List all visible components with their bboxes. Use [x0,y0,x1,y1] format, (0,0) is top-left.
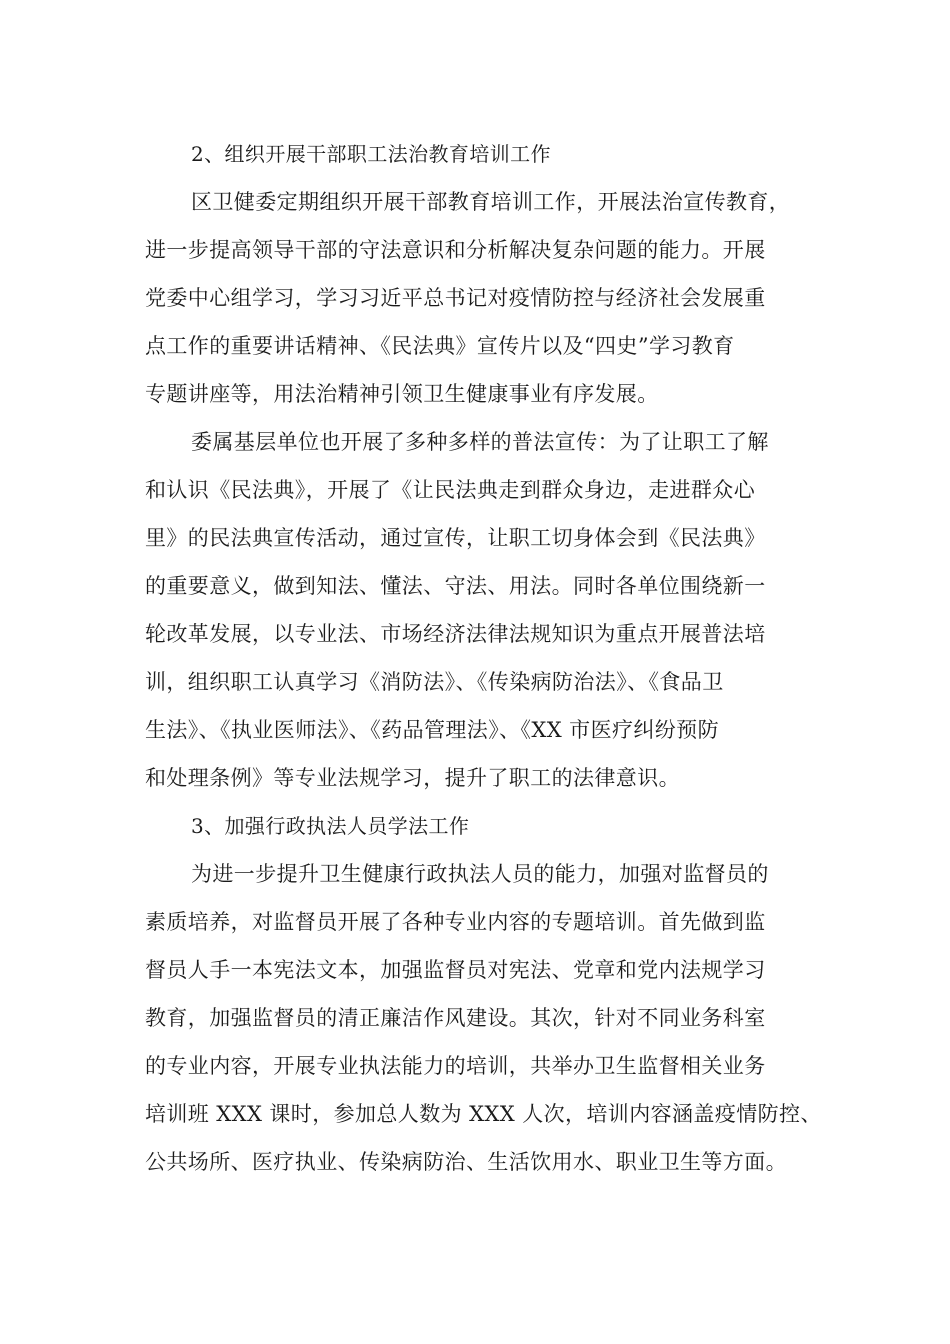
paragraph-line: 和处理条例》等专业法规学习，提升了职工的法律意识。 [145,766,680,790]
section-heading-2: 2、组织开展干部职工法治教育培训工作 [191,142,551,166]
paragraph-line: 为进一步提升卫生健康行政执法人员的能力，加强对监督员的 [191,862,769,886]
paragraph-line: 的专业内容，开展专业执法能力的培训，共举办卫生监督相关业务 [145,1054,766,1078]
paragraph-line: 进一步提高领导干部的守法意识和分析解决复杂问题的能力。开展 [145,238,766,262]
paragraph-line: 里》的民法典宣传活动，通过宣传，让职工切身体会到《民法典》 [145,526,766,550]
paragraph-line: 教育，加强监督员的清正廉洁作风建设。其次，针对不同业务科室 [145,1006,766,1030]
section-heading-3: 3、加强行政执法人员学法工作 [191,814,470,838]
paragraph-line: 点工作的重要讲话精神、《民法典》宣传片以及“四史”学习教育 [145,334,735,358]
paragraph-line: 轮改革发展，以专业法、市场经济法律法规知识为重点开展普法培 [145,622,766,646]
paragraph-line: 督员人手一本宪法文本，加强监督员对宪法、党章和党内法规学习 [145,958,766,982]
paragraph-line: 区卫健委定期组织开展干部教育培训工作，开展法治宣传教育， [191,190,791,214]
paragraph-line: 党委中心组学习，学习习近平总书记对疫情防控与经济社会发展重 [145,286,766,310]
paragraph-line: 训，组织职工认真学习《消防法》、《传染病防治法》、《食品卫 [145,670,724,694]
paragraph-line: 公共场所、医疗执业、传染病防治、生活饮用水、职业卫生等方面。 [145,1150,787,1174]
paragraph-line: 专题讲座等，用法治精神引领卫生健康事业有序发展。 [145,382,659,406]
paragraph-line: 生法》、《执业医师法》、《药品管理法》、《XX 市医疗纠纷预防 [145,718,719,742]
paragraph-line: 素质培养，对监督员开展了各种专业内容的专题培训。首先做到监 [145,910,766,934]
paragraph-line: 的重要意义，做到知法、懂法、守法、用法。同时各单位围绕新一 [145,574,766,598]
paragraph-line: 和认识《民法典》，开展了《让民法典走到群众身边，走进群众心 [145,478,756,502]
paragraph-line: 培训班 XXX 课时，参加总人数为 XXX 人次，培训内容涵盖疫情防控、 [145,1102,822,1126]
document-body [145,130,825,1186]
paragraph-line: 委属基层单位也开展了多种多样的普法宣传：为了让职工了解 [191,430,769,454]
